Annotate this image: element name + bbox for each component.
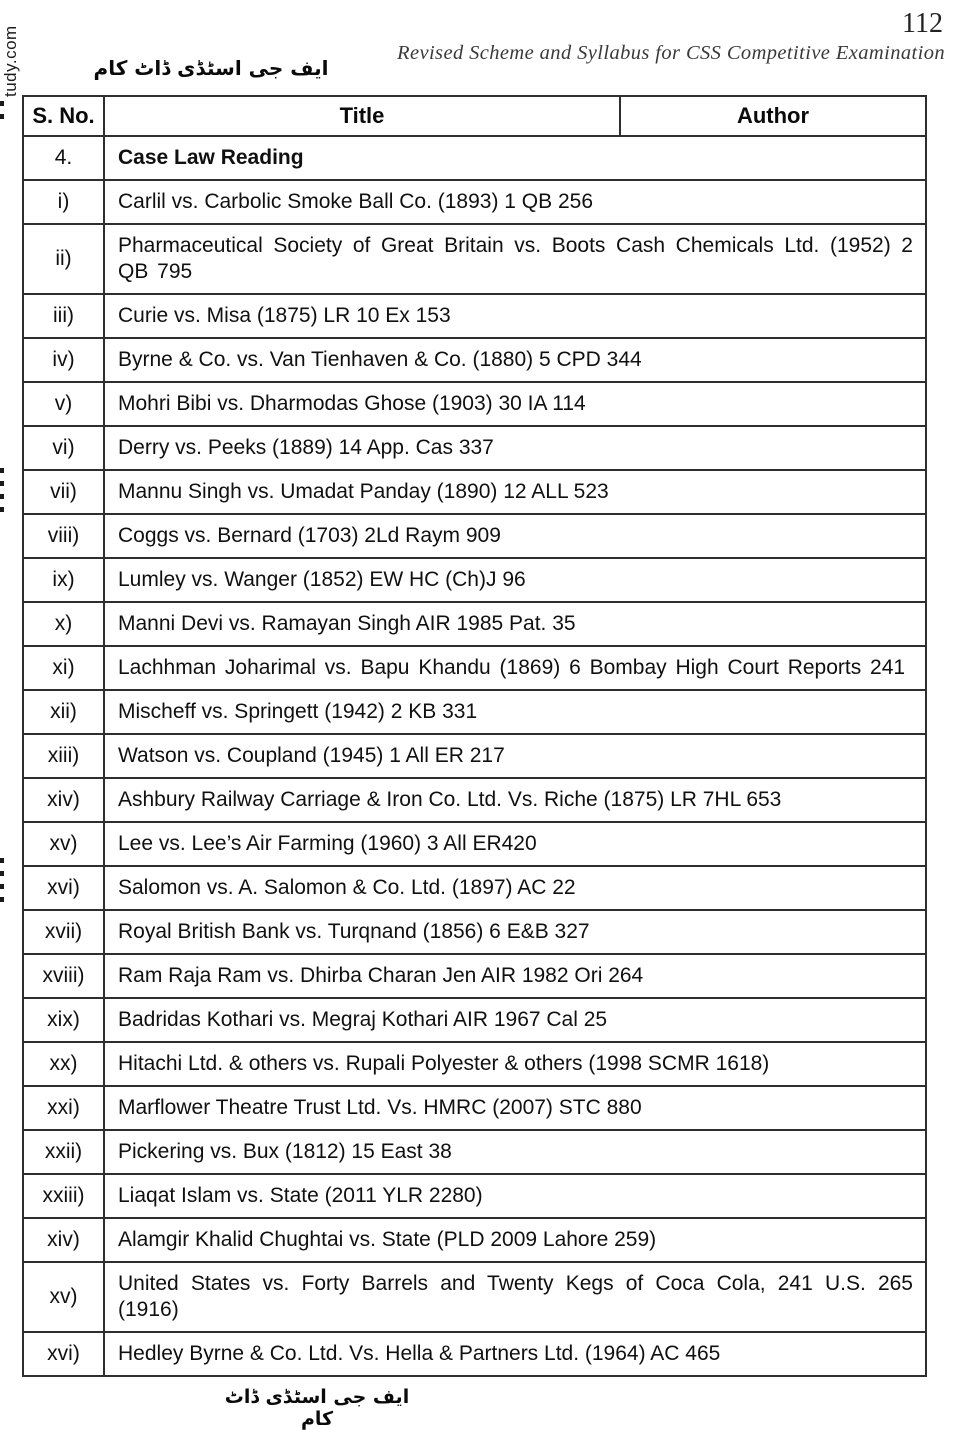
row-sno: iii) (23, 294, 104, 338)
header-title: Title (104, 96, 620, 136)
document-header: Revised Scheme and Syllabus for CSS Competitive Examination (397, 42, 945, 64)
table-row (23, 1332, 926, 1376)
row-title: Royal British Bank vs. Turqnand (1856) 6 E&B 327 (104, 910, 926, 954)
row-sno: xvi) (23, 1332, 104, 1376)
row-sno: vi) (23, 426, 104, 470)
row-title: Marflower Theatre Trust Ltd. Vs. HMRC (2007) STC 880 (104, 1086, 926, 1130)
row-sno: viii) (23, 514, 104, 558)
row-title: Alamgir Khalid Chughtai vs. State (PLD 2009 Lahore 259) (104, 1218, 926, 1262)
table-row (23, 910, 926, 954)
row-title: Lachhman Joharimal vs. Bapu Khandu (1869) 6 Bombay High Court Reports 241 (104, 646, 926, 690)
row-sno: xxiii) (23, 1174, 104, 1218)
table-row (23, 294, 926, 338)
table-row (23, 1218, 926, 1262)
table-row (23, 470, 926, 514)
side-watermark: tudy.com (1, 25, 20, 97)
row-title: Coggs vs. Bernard (1703) 2Ld Raym 909 (104, 514, 926, 558)
table-row (23, 1086, 926, 1130)
row-title: United States vs. Forty Barrels and Twenty Kegs of Coca Cola, 241 U.S. 265 (1916) (104, 1262, 926, 1332)
left-edge-scan-artifact (0, 101, 4, 127)
table-row (23, 558, 926, 602)
case-law-table (22, 95, 927, 1377)
left-edge-scan-artifact (0, 858, 4, 910)
row-title: Case Law Reading (104, 136, 926, 180)
row-sno: v) (23, 382, 104, 426)
row-sno: xiv) (23, 778, 104, 822)
row-title: Badridas Kothari vs. Megraj Kothari AIR 1967 Cal 25 (104, 998, 926, 1042)
table-row (23, 224, 926, 294)
row-sno: x) (23, 602, 104, 646)
table-row (23, 1262, 926, 1332)
row-title: Derry vs. Peeks (1889) 14 App. Cas 337 (104, 426, 926, 470)
row-sno: xiv) (23, 1218, 104, 1262)
table-row (23, 338, 926, 382)
table-row (23, 778, 926, 822)
row-sno: xxi) (23, 1086, 104, 1130)
urdu-watermark-top: ایف جی اسٹڈی ڈاٹ کام (93, 56, 329, 80)
header-author: Author (620, 96, 926, 136)
table-row (23, 382, 926, 426)
urdu-watermark-bottom: ایف جی اسٹڈی ڈاٹ کام (224, 1386, 410, 1430)
table-row (23, 180, 926, 224)
row-title: Mischeff vs. Springett (1942) 2 KB 331 (104, 690, 926, 734)
row-sno: ii) (23, 224, 104, 294)
row-title: Manni Devi vs. Ramayan Singh AIR 1985 Pat. 35 (104, 602, 926, 646)
row-sno: xi) (23, 646, 104, 690)
row-sno: 4. (23, 136, 104, 180)
row-title: Ram Raja Ram vs. Dhirba Charan Jen AIR 1982 Ori 264 (104, 954, 926, 998)
row-title: Pharmaceutical Society of Great Britain vs. Boots Cash Chemicals Ltd. (1952) 2 QB 795 (104, 224, 926, 294)
left-edge-scan-artifact (0, 468, 4, 520)
table-row (23, 514, 926, 558)
row-sno: xix) (23, 998, 104, 1042)
row-sno: xxii) (23, 1130, 104, 1174)
row-sno: ix) (23, 558, 104, 602)
row-sno: xx) (23, 1042, 104, 1086)
row-sno: iv) (23, 338, 104, 382)
row-sno: xii) (23, 690, 104, 734)
row-title: Mannu Singh vs. Umadat Panday (1890) 12 ALL 523 (104, 470, 926, 514)
table-row (23, 1042, 926, 1086)
row-sno: i) (23, 180, 104, 224)
page-number: 112 (902, 8, 943, 39)
table-row (23, 602, 926, 646)
table-row (23, 136, 926, 180)
row-title: Pickering vs. Bux (1812) 15 East 38 (104, 1130, 926, 1174)
row-sno: xiii) (23, 734, 104, 778)
table-row (23, 822, 926, 866)
table-row (23, 1174, 926, 1218)
table-row (23, 954, 926, 998)
row-sno: vii) (23, 470, 104, 514)
table-row (23, 646, 926, 690)
row-title: Salomon vs. A. Salomon & Co. Ltd. (1897) AC 22 (104, 866, 926, 910)
table-row (23, 734, 926, 778)
row-sno: xv) (23, 822, 104, 866)
row-title: Mohri Bibi vs. Dharmodas Ghose (1903) 30 IA 114 (104, 382, 926, 426)
row-title: Byrne & Co. vs. Van Tienhaven & Co. (1880) 5 CPD 344 (104, 338, 926, 382)
row-title: Liaqat Islam vs. State (2011 YLR 2280) (104, 1174, 926, 1218)
row-sno: xvi) (23, 866, 104, 910)
row-title: Lumley vs. Wanger (1852) EW HC (Ch)J 96 (104, 558, 926, 602)
row-title: Carlil vs. Carbolic Smoke Ball Co. (1893) 1 QB 256 (104, 180, 926, 224)
table-row (23, 690, 926, 734)
row-sno: xvii) (23, 910, 104, 954)
row-title: Lee vs. Lee’s Air Farming (1960) 3 All ER420 (104, 822, 926, 866)
table-row (23, 998, 926, 1042)
table-row (23, 1130, 926, 1174)
table-row (23, 866, 926, 910)
row-title: Watson vs. Coupland (1945) 1 All ER 217 (104, 734, 926, 778)
table-header-row (23, 96, 926, 136)
row-title: Hitachi Ltd. & others vs. Rupali Polyester & others (1998 SCMR 1618) (104, 1042, 926, 1086)
case-table-body (23, 136, 926, 1376)
row-title: Ashbury Railway Carriage & Iron Co. Ltd. Vs. Riche (1875) LR 7HL 653 (104, 778, 926, 822)
row-sno: xv) (23, 1262, 104, 1332)
table-row (23, 426, 926, 470)
row-sno: xviii) (23, 954, 104, 998)
row-title: Hedley Byrne & Co. Ltd. Vs. Hella & Partners Ltd. (1964) AC 465 (104, 1332, 926, 1376)
row-title: Curie vs. Misa (1875) LR 10 Ex 153 (104, 294, 926, 338)
header-sno: S. No. (23, 96, 104, 136)
